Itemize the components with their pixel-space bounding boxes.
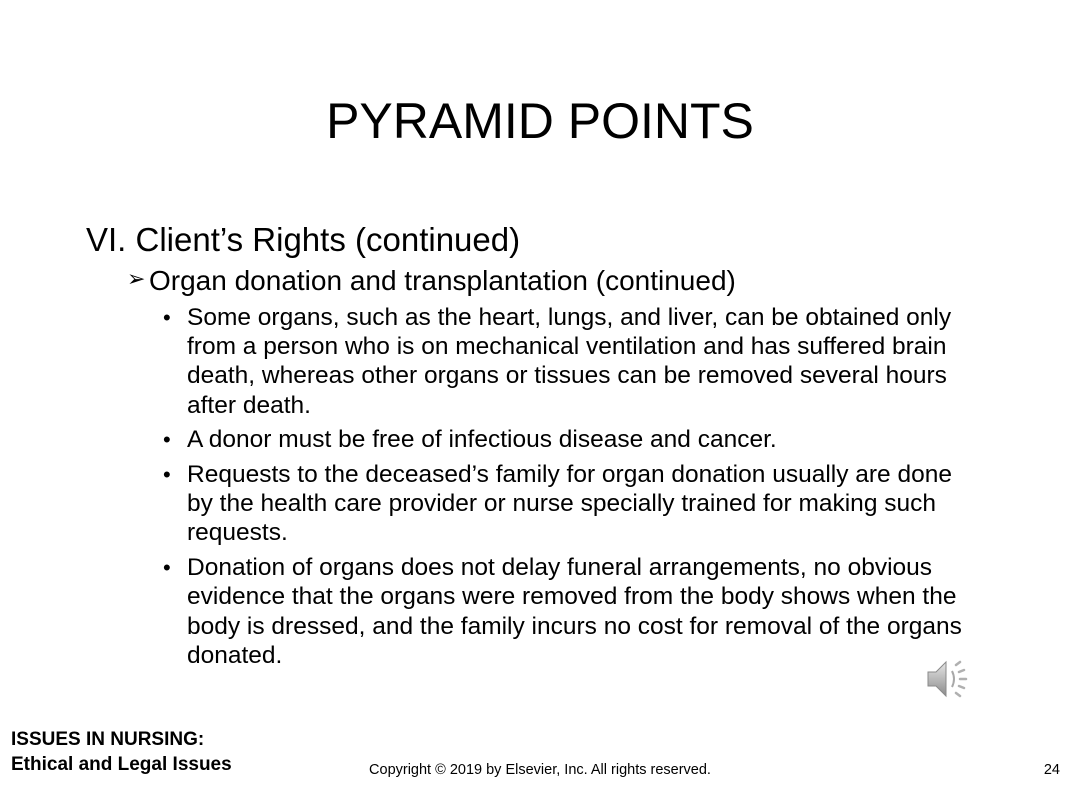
bullet-text: Some organs, such as the heart, lungs, and liver, can be obtained only from a person who is on mechanical ventilation and has suffered brain death, whereas other organs or tissues can be removed several hours after death.: [187, 304, 952, 419]
list-item: [163, 460, 983, 548]
bullet-text: Requests to the deceased’s family for organ donation usually are done by the health care provider or nurse specially trained for making such requests.: [187, 461, 952, 547]
book-title-line2: Ethical and Legal Issues: [11, 754, 232, 775]
slide-title: PYRAMID POINTS: [326, 93, 754, 149]
page-number: 24: [1043, 762, 1060, 778]
bullet-text: Donation of organs does not delay funeral arrangements, no obvious evidence that the organs were removed from the body shows when the body is dressed, and the family incurs no cost for removal of the organs donated.: [187, 554, 962, 669]
bullet-icon: •: [163, 305, 171, 330]
copyright-text: Copyright © 2019 by Elsevier, Inc. All rights reserved.: [369, 762, 711, 778]
bullet-icon: •: [163, 427, 171, 453]
section-heading: VI. Client’s Rights (continued): [86, 221, 521, 258]
list-item: [163, 553, 983, 670]
list-item: [163, 303, 983, 420]
bullet-icon: •: [163, 555, 171, 581]
subheading-text: Organ donation and transplantation (continued): [149, 265, 736, 296]
speaker-icon[interactable]: [922, 654, 976, 704]
subheading: [127, 264, 736, 298]
list-item: [163, 425, 983, 454]
bullet-list: [163, 303, 983, 675]
arrow-bullet-icon: ➢: [127, 266, 146, 291]
bullet-text: A donor must be free of infectious disease and cancer.: [187, 426, 777, 454]
book-title-line1: ISSUES IN NURSING:: [11, 729, 205, 750]
bullet-icon: •: [163, 462, 171, 488]
